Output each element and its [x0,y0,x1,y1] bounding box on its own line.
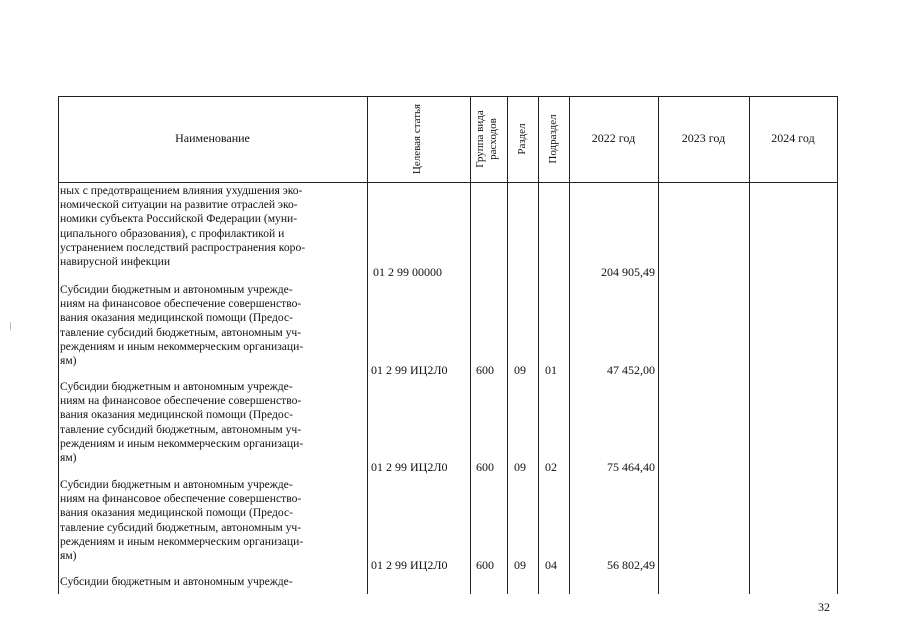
target-article: 01 2 99 ИЦ2Л0 [371,460,448,474]
desc-line: тавление субсидий бюджетным, автономным уч- [60,422,302,436]
expense-group: 600 [476,558,494,572]
target-article: 01 2 99 ИЦ2Л0 [371,363,448,377]
header-subsection: Подраздел [547,114,559,164]
amount-2022: 75 464,40 [607,460,655,474]
desc-line: ниям на финансовое обеспечение совершенство- [60,394,302,408]
desc-line: устранением последствий распространения коро- [60,240,306,254]
col-border [507,96,508,594]
amount-2022: 204 905,49 [601,265,655,279]
desc-line: ям) [60,549,77,563]
header-expense-group [474,99,504,179]
desc-line: вания оказания медицинской помощи (Предос- [60,311,293,325]
desc-line: номической ситуации на развитие отраслей эко- [60,198,298,212]
desc-line: Субсидии бюджетным и автономным учрежде- [60,380,293,393]
desc-line: ных с предотвращением влияния ухудшения эко- [60,184,303,197]
desc-line: ям) [60,451,77,465]
scan-mark [10,322,11,330]
header-expense-group-line2: расходов [487,118,499,160]
desc-line: реждениям и иным некоммерческим организаци- [60,436,304,450]
header-year-2022: 2022 год [591,131,636,145]
table-top-border [58,96,838,97]
desc-line: ципального образования), с профилактикой и [60,226,285,240]
subsection: 04 [545,558,557,572]
desc-line: номики субъекта Российской Федерации (муни- [60,212,298,226]
desc-line: навирусной инфекции [60,255,171,269]
desc-line: ниям на финансовое обеспечение совершенство- [60,492,302,506]
col-border [58,96,59,594]
col-border [470,96,471,594]
desc-line: вания оказания медицинской помощи (Предос- [60,506,293,520]
subsection: 01 [545,363,557,377]
desc-line: Субсидии бюджетным и автономным учрежде- [60,283,293,296]
row-description [60,283,363,368]
expense-group: 600 [476,363,494,377]
amount-2022: 47 452,00 [607,363,655,377]
expense-group: 600 [476,460,494,474]
target-article: 01 2 99 00000 [373,265,442,279]
col-border [569,96,570,594]
desc-line: вания оказания медицинской помощи (Предос- [60,408,293,422]
desc-line: тавление субсидий бюджетным, автономным уч- [60,520,302,534]
header-year-2023: 2023 год [681,131,726,145]
header-target-article: Целевая статья [411,103,423,175]
col-border [538,96,539,594]
desc-line: ям) [60,354,77,368]
desc-line: тавление субсидий бюджетным, автономным уч- [60,325,302,339]
subsection: 02 [545,460,557,474]
col-border [749,96,750,594]
section: 09 [514,363,526,377]
col-border [367,96,368,594]
row-description [60,184,363,269]
header-expense-group-line1: Группа вида [474,110,486,168]
col-border [837,96,838,594]
header-section: Раздел [516,123,528,155]
section: 09 [514,558,526,572]
header-name: Наименование [175,131,250,145]
row-description [60,575,363,589]
desc-line: Субсидии бюджетным и автономным учрежде- [60,478,293,491]
page-number: 32 [818,600,830,614]
row-description [60,478,363,563]
header-year-2024: 2024 год [771,131,815,145]
amount-2022: 56 802,49 [607,558,655,572]
desc-line: реждениям и иным некоммерческим организаци- [60,534,304,548]
desc-line: реждениям и иным некоммерческим организаци- [60,339,304,353]
desc-line: Субсидии бюджетным и автономным учрежде- [60,575,293,588]
section: 09 [514,460,526,474]
header-bottom-border [58,182,838,183]
budget-table [58,96,838,594]
target-article: 01 2 99 ИЦ2Л0 [371,558,448,572]
col-border [658,96,659,594]
desc-line: ниям на финансовое обеспечение совершенство- [60,297,302,311]
row-description [60,380,363,465]
